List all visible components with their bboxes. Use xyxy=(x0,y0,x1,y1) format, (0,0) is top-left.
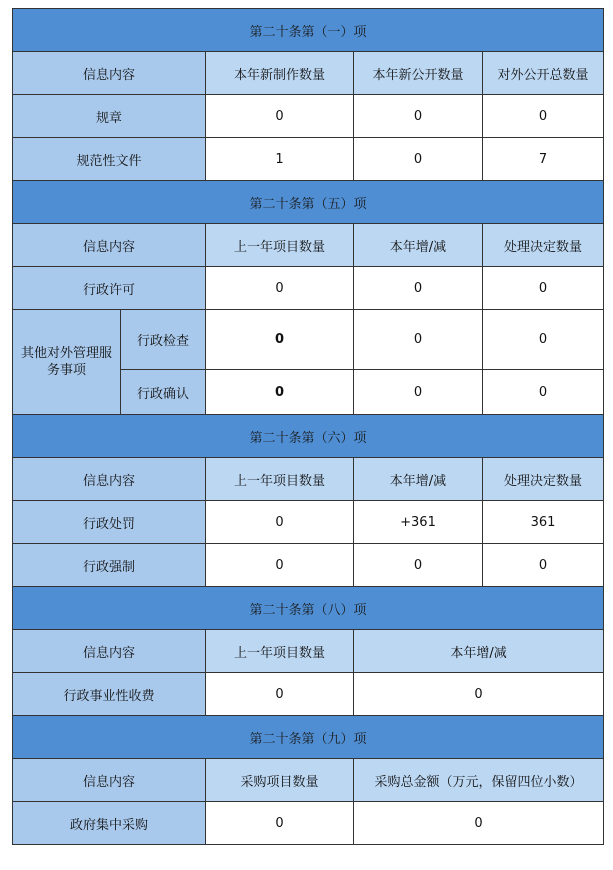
row-label: 规范性文件 xyxy=(13,138,206,181)
value-cell: 0 xyxy=(354,95,483,138)
column-header-info: 信息内容 xyxy=(13,630,206,673)
value-cell: 0 xyxy=(483,267,604,310)
value-cell: 0 xyxy=(206,267,354,310)
section-header-row xyxy=(13,181,604,224)
value-cell: 0 xyxy=(206,501,354,544)
section-title: 第二十条第（八）项 xyxy=(13,587,604,630)
value-cell: 0 xyxy=(483,95,604,138)
section-header-row xyxy=(13,9,604,52)
section-title: 第二十条第（一）项 xyxy=(13,9,604,52)
row-label: 行政事业性收费 xyxy=(13,673,206,716)
column-header: 采购总金额（万元，保留四位小数） xyxy=(354,759,604,802)
column-header-info: 信息内容 xyxy=(13,224,206,267)
column-header-row xyxy=(13,759,604,802)
row-label: 行政处罚 xyxy=(13,501,206,544)
column-header: 本年增/减 xyxy=(354,224,483,267)
table-row xyxy=(13,802,604,845)
column-header-row xyxy=(13,458,604,501)
table-row xyxy=(13,501,604,544)
group-label: 其他对外管理服务事项 xyxy=(13,310,121,415)
column-header-info: 信息内容 xyxy=(13,52,206,95)
section-title: 第二十条第（五）项 xyxy=(13,181,604,224)
column-header: 上一年项目数量 xyxy=(206,630,354,673)
table-row xyxy=(13,138,604,181)
row-label: 行政许可 xyxy=(13,267,206,310)
value-cell: 7 xyxy=(483,138,604,181)
column-header-info: 信息内容 xyxy=(13,458,206,501)
value-cell: 1 xyxy=(206,138,354,181)
column-header: 本年新制作数量 xyxy=(206,52,354,95)
section-title: 第二十条第（六）项 xyxy=(13,415,604,458)
column-header: 上一年项目数量 xyxy=(206,224,354,267)
value-cell: +361 xyxy=(354,501,483,544)
column-header: 对外公开总数量 xyxy=(483,52,604,95)
row-label: 规章 xyxy=(13,95,206,138)
value-cell: 0 xyxy=(354,802,604,845)
column-header-info: 信息内容 xyxy=(13,759,206,802)
column-header: 本年增/减 xyxy=(354,458,483,501)
column-header: 本年新公开数量 xyxy=(354,52,483,95)
column-header-row xyxy=(13,52,604,95)
column-header-row xyxy=(13,630,604,673)
value-cell: 0 xyxy=(206,95,354,138)
column-header: 采购项目数量 xyxy=(206,759,354,802)
value-cell: 0 xyxy=(206,544,354,587)
row-label: 政府集中采购 xyxy=(13,802,206,845)
table-row xyxy=(13,544,604,587)
column-header: 上一年项目数量 xyxy=(206,458,354,501)
section-header-row xyxy=(13,716,604,759)
value-cell: 0 xyxy=(354,370,483,415)
table-row xyxy=(13,95,604,138)
disclosure-table xyxy=(12,8,604,845)
section-title: 第二十条第（九）项 xyxy=(13,716,604,759)
value-cell: 0 xyxy=(206,802,354,845)
section-header-row xyxy=(13,587,604,630)
table-row xyxy=(13,267,604,310)
column-header: 处理决定数量 xyxy=(483,224,604,267)
value-cell: 0 xyxy=(354,267,483,310)
value-cell: 0 xyxy=(206,310,354,370)
column-header-row xyxy=(13,224,604,267)
value-cell: 0 xyxy=(206,370,354,415)
sub-row-label: 行政检查 xyxy=(121,310,206,370)
value-cell: 0 xyxy=(483,370,604,415)
section-header-row xyxy=(13,415,604,458)
table-row xyxy=(13,673,604,716)
value-cell: 0 xyxy=(354,138,483,181)
value-cell: 361 xyxy=(483,501,604,544)
table-row xyxy=(13,310,604,370)
column-header: 处理决定数量 xyxy=(483,458,604,501)
value-cell: 0 xyxy=(354,673,604,716)
sub-row-label: 行政确认 xyxy=(121,370,206,415)
column-header: 本年增/减 xyxy=(354,630,604,673)
value-cell: 0 xyxy=(483,310,604,370)
value-cell: 0 xyxy=(483,544,604,587)
row-label: 行政强制 xyxy=(13,544,206,587)
value-cell: 0 xyxy=(206,673,354,716)
value-cell: 0 xyxy=(354,544,483,587)
value-cell: 0 xyxy=(354,310,483,370)
